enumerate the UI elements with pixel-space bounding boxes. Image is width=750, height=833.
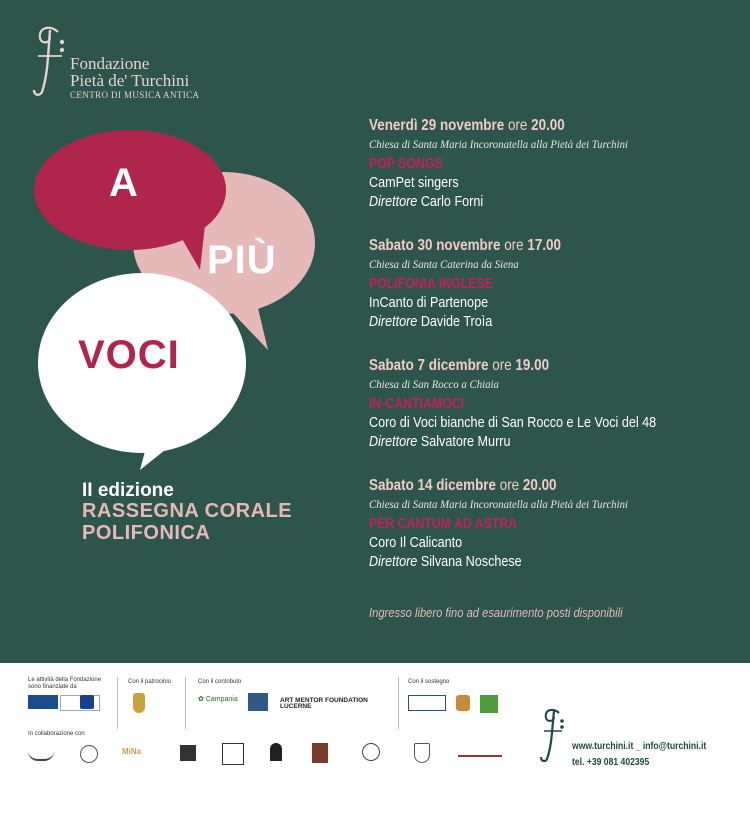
phone-number: tel. +39 081 402395 (572, 757, 650, 768)
event-date: Sabato 7 dicembre ore 19.00 (369, 357, 550, 374)
support-label: Con il sostegno (408, 679, 450, 685)
patronage-label: Con il patrocinio (128, 679, 172, 685)
bubble-word-piu: PIÙ (207, 238, 277, 282)
region-logo (80, 695, 94, 709)
partner-seal-logo (362, 743, 380, 761)
bubble-word-voci: VOCI (78, 333, 180, 377)
festival-title-line2: POLIFONICA (82, 522, 211, 544)
event-director: Direttore Davide Troìa (369, 313, 493, 330)
partner-seal-logo (80, 745, 98, 763)
event-program: PER CANTUM AD ASTRA (369, 515, 518, 532)
partner-logo (458, 749, 502, 757)
edition-label: II edizione (82, 480, 174, 501)
event-performer: CamPet singers (369, 174, 459, 191)
event-date: Venerdì 29 novembre ore 20.00 (369, 117, 565, 134)
event-program: IN-CANTIAMOCI (369, 395, 464, 412)
event-date: Sabato 14 dicembre ore 20.00 (369, 477, 557, 494)
foundation-subtitle: CENTRO DI MUSICA ANTICA (70, 90, 200, 100)
treble-f-clef-icon (537, 707, 571, 763)
ministry-logo (28, 695, 58, 709)
art-mentor-logo: ART MENTOR FOUNDATION LUCERNE (280, 697, 368, 710)
event-performer: InCanto di Partenope (369, 294, 489, 311)
event-program: POLIFONIA INGLESE (369, 275, 493, 292)
event-director: Direttore Silvana Noschese (369, 553, 522, 570)
event-venue: Chiesa di Santa Maria Incoronatella alla Pietà dei Turchini (369, 137, 628, 151)
sponsors-footer (0, 663, 750, 833)
partner-logo (180, 745, 196, 761)
separator (185, 677, 186, 729)
speech-bubbles-graphic (20, 120, 360, 470)
separator (398, 677, 399, 729)
free-entry-note: Ingresso libero fino ad esaurimento posti disponibili (369, 605, 623, 620)
foundation-name-line1: Fondazione (70, 54, 150, 73)
funded-label: Le attività della Fondazione sono finanziate da (28, 677, 102, 690)
comune-napoli-crest (133, 693, 145, 713)
partner-logo (222, 743, 244, 765)
event-performer: Coro di Voci bianche di San Rocco e Le Voci del 48 (369, 414, 657, 431)
event-program: POP SONGS (369, 155, 443, 172)
event-venue: Chiesa di Santa Caterina da Siena (369, 257, 519, 271)
event-venue: Chiesa di San Rocco a Chiaia (369, 377, 499, 391)
website-email[interactable]: www.turchini.it _ info@turchini.it (572, 741, 707, 752)
event-item (369, 237, 739, 330)
bubble-word-a: A (109, 161, 138, 205)
separator (117, 677, 118, 729)
collaboration-label: In collaborazione con (28, 731, 85, 737)
event-item (369, 477, 739, 570)
banca-logo (408, 695, 446, 711)
contribution-label: Con il contributo (198, 679, 242, 685)
event-director: Direttore Salvatore Murru (369, 433, 511, 450)
partner-crest-logo (414, 743, 430, 763)
event-venue: Chiesa di Santa Maria Incoronatella alla Pietà dei Turchini (369, 497, 628, 511)
foundation-logo (28, 24, 228, 104)
mina-logo: MiNa (122, 747, 142, 756)
partner-logo (312, 743, 328, 763)
event-item (369, 117, 739, 210)
fai-logo (480, 695, 498, 713)
event-date: Sabato 30 novembre ore 17.00 (369, 237, 562, 254)
event-director: Direttore Carlo Forni (369, 193, 484, 210)
partner-logo (270, 743, 282, 761)
sponsor-logo (456, 695, 470, 711)
festival-title-line1: RASSEGNA CORALE (82, 500, 293, 522)
compagnia-san-paolo-logo: ✿ Campania (198, 696, 238, 703)
partner-logo (28, 745, 54, 761)
event-performer: Coro Il Calicanto (369, 534, 463, 551)
event-item (369, 357, 739, 450)
gesac-logo (248, 693, 268, 711)
treble-f-clef-icon (28, 24, 74, 98)
foundation-name-line2: Pietà de' Turchini (70, 71, 190, 90)
